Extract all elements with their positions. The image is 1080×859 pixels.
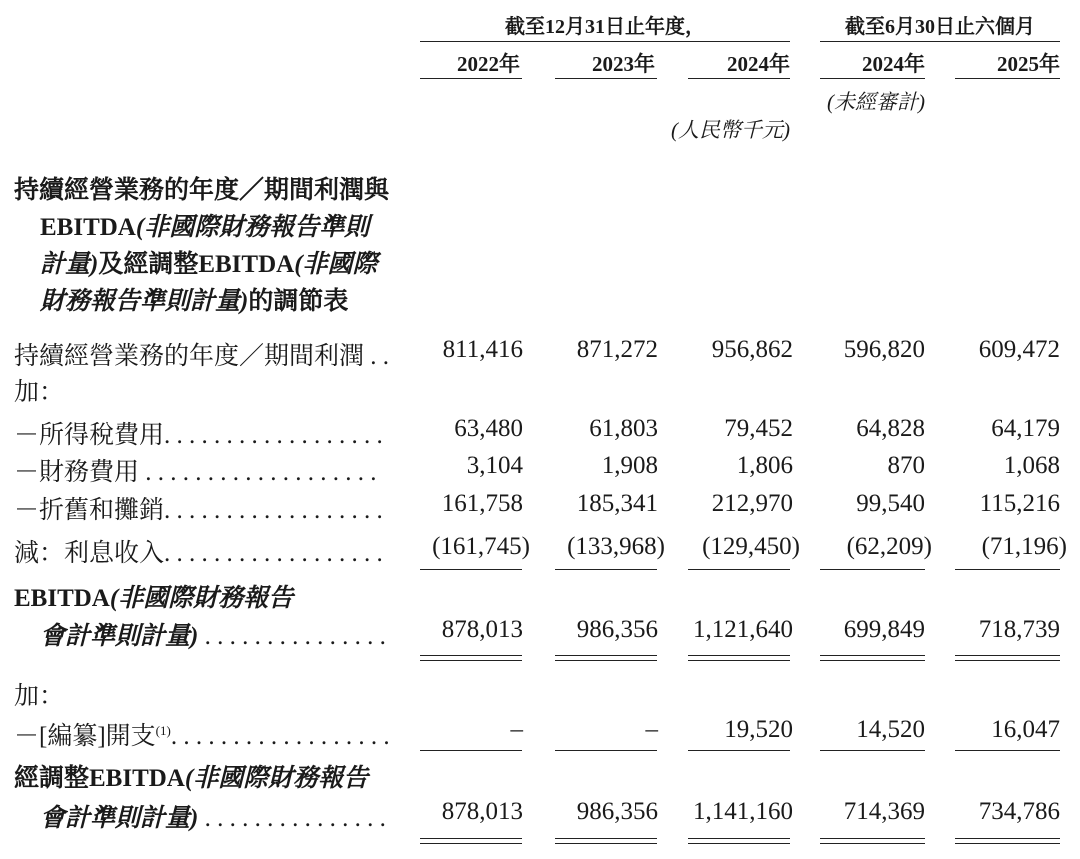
- cell-value: 986,356: [576, 798, 658, 825]
- cell-value: 986,356: [576, 616, 658, 643]
- subtotal-rule: [555, 750, 657, 751]
- total-double-rule: [688, 655, 790, 656]
- label-text: EBITDA: [14, 585, 110, 612]
- group-header-fiscal-year: 截至12月31日止年度，: [505, 16, 705, 38]
- subtotal-rule: [688, 569, 790, 570]
- cell-value: 878,013: [441, 616, 523, 643]
- cell-value: 609,472: [978, 336, 1060, 363]
- label-dots: . . . . . . . . . . . . . . .: [198, 623, 386, 650]
- section-heading-line: [14, 283, 389, 320]
- cell-value: 185,341: [576, 490, 658, 517]
- year-rule: [420, 78, 522, 79]
- cell-value: 16,047: [991, 716, 1060, 743]
- label-text: 經調整EBITDA: [14, 765, 185, 792]
- year-rule: [555, 78, 657, 79]
- section-heading: [14, 172, 389, 320]
- cell-value: 878,013: [441, 798, 523, 825]
- total-double-rule: [420, 838, 522, 839]
- subtotal-rule: [820, 569, 925, 570]
- cell-value: 811,416: [442, 336, 523, 363]
- row-label-profit: 持續經營業務的年度／期間利潤 . .: [14, 343, 390, 370]
- total-double-rule: [420, 655, 522, 656]
- row-label-add: 加：: [14, 379, 65, 406]
- cell-value: (129,450): [702, 533, 800, 560]
- year-header-2024-h1: 2024年: [862, 52, 925, 76]
- cell-value: 61,803: [589, 415, 658, 442]
- heading-text-italic: (非國際: [294, 251, 378, 278]
- cell-value: 870: [887, 452, 925, 479]
- cell-value: (62,209): [846, 533, 932, 560]
- year-rule: [688, 78, 790, 79]
- row-label-ebitda-cont: [40, 616, 386, 652]
- total-double-rule: [955, 655, 1060, 656]
- heading-text-italic: 計量): [40, 251, 99, 278]
- year-header-2024: 2024年: [727, 52, 790, 76]
- cell-value: 14,520: [856, 716, 925, 743]
- cell-value: 714,369: [843, 798, 925, 825]
- row-label-finance-costs: －財務費用 . . . . . . . . . . . . . . . . . . .: [14, 459, 377, 486]
- cell-value: 956,862: [711, 336, 793, 363]
- cell-value: 64,179: [991, 415, 1060, 442]
- cell-value: –: [645, 716, 658, 743]
- label-dots: . . . . . . . . . . . . . . .: [198, 805, 386, 832]
- cell-value: 734,786: [978, 798, 1060, 825]
- total-double-rule: [688, 838, 790, 839]
- cell-value: 718,739: [978, 616, 1060, 643]
- group-rule-six-months: [820, 41, 1060, 42]
- cell-value: 79,452: [724, 415, 793, 442]
- year-header-2023: 2023年: [592, 52, 655, 76]
- subtotal-rule: [820, 750, 925, 751]
- total-double-rule: [420, 660, 522, 661]
- subtotal-rule: [955, 569, 1060, 570]
- total-double-rule: [555, 655, 657, 656]
- section-heading-line: [14, 246, 389, 283]
- section-heading-line: 持續經營業務的年度／期間利潤與: [14, 177, 390, 204]
- cell-value: (161,745): [432, 533, 530, 560]
- cell-value: 99,540: [856, 490, 925, 517]
- year-rule: [820, 78, 925, 79]
- subtotal-rule: [555, 569, 657, 570]
- cell-value: (133,968): [567, 533, 665, 560]
- unaudited-note: (未經審計): [827, 90, 925, 114]
- group-rule-fiscal: [420, 41, 790, 42]
- total-double-rule: [820, 655, 925, 656]
- label-dots: . . . . . . . . . . . . . . . . . .: [170, 723, 390, 750]
- heading-text-italic: (非國際財務報告準則: [135, 214, 370, 241]
- cell-value: 1,141,160: [693, 798, 793, 825]
- subtotal-rule: [955, 750, 1060, 751]
- total-double-rule: [555, 843, 657, 844]
- cell-value: 1,068: [1003, 452, 1060, 479]
- label-text-italic: (非國際財務報告: [109, 585, 294, 612]
- cell-value: 115,216: [979, 490, 1060, 517]
- cell-value: 596,820: [843, 336, 925, 363]
- heading-text: 的調節表: [248, 288, 349, 315]
- group-header-six-months: 截至6月30日止六個月: [845, 16, 1035, 38]
- label-text-italic: 會計準則計量): [40, 623, 199, 650]
- cell-value: 1,908: [601, 452, 658, 479]
- total-double-rule: [555, 660, 657, 661]
- subtotal-rule: [420, 569, 522, 570]
- row-label-add: 加：: [14, 683, 65, 710]
- year-rule: [955, 78, 1060, 79]
- cell-value: 64,828: [856, 415, 925, 442]
- total-double-rule: [688, 660, 790, 661]
- subtotal-rule: [688, 750, 790, 751]
- subtotal-rule: [420, 750, 522, 751]
- year-header-2025-h1: 2025年: [997, 52, 1060, 76]
- cell-value: 1,806: [736, 452, 793, 479]
- year-header-2022: 2022年: [457, 52, 520, 76]
- total-double-rule: [955, 838, 1060, 839]
- label-text-italic: 會計準則計量): [40, 805, 199, 832]
- total-double-rule: [955, 660, 1060, 661]
- label-text: －[編纂]開支: [14, 723, 156, 750]
- cell-value: 699,849: [843, 616, 925, 643]
- cell-value: 871,272: [576, 336, 658, 363]
- total-double-rule: [820, 660, 925, 661]
- cell-value: 1,121,640: [693, 616, 793, 643]
- row-label-listing-expenses: [14, 716, 390, 752]
- total-double-rule: [688, 843, 790, 844]
- total-double-rule: [820, 843, 925, 844]
- cell-value: 63,480: [454, 415, 523, 442]
- heading-text: EBITDA: [40, 214, 136, 241]
- total-double-rule: [820, 838, 925, 839]
- row-label-depreciation: －折舊和攤銷. . . . . . . . . . . . . . . . . .: [14, 497, 383, 524]
- row-label-interest-income: 減：利息收入. . . . . . . . . . . . . . . . . .: [14, 540, 383, 567]
- total-double-rule: [420, 843, 522, 844]
- currency-note: (人民幣千元): [671, 118, 790, 142]
- heading-text-italic: 財務報告準則計量): [40, 288, 249, 315]
- heading-text: 及經調整EBITDA: [98, 251, 295, 278]
- label-text-italic: (非國際財務報告: [184, 765, 369, 792]
- footnote-marker: (1): [155, 723, 171, 738]
- total-double-rule: [555, 838, 657, 839]
- cell-value: 161,758: [441, 490, 523, 517]
- row-label-income-tax: －所得稅費用. . . . . . . . . . . . . . . . . .: [14, 422, 383, 449]
- cell-value: (71,196): [981, 533, 1067, 560]
- cell-value: 212,970: [711, 490, 793, 517]
- row-label-adjusted-ebitda: [14, 758, 368, 794]
- section-heading-line: [14, 209, 389, 246]
- total-double-rule: [955, 843, 1060, 844]
- cell-value: 19,520: [724, 716, 793, 743]
- row-label-adjusted-ebitda-cont: [40, 798, 386, 834]
- row-label-ebitda: [14, 578, 293, 614]
- cell-value: –: [510, 716, 523, 743]
- cell-value: 3,104: [466, 452, 523, 479]
